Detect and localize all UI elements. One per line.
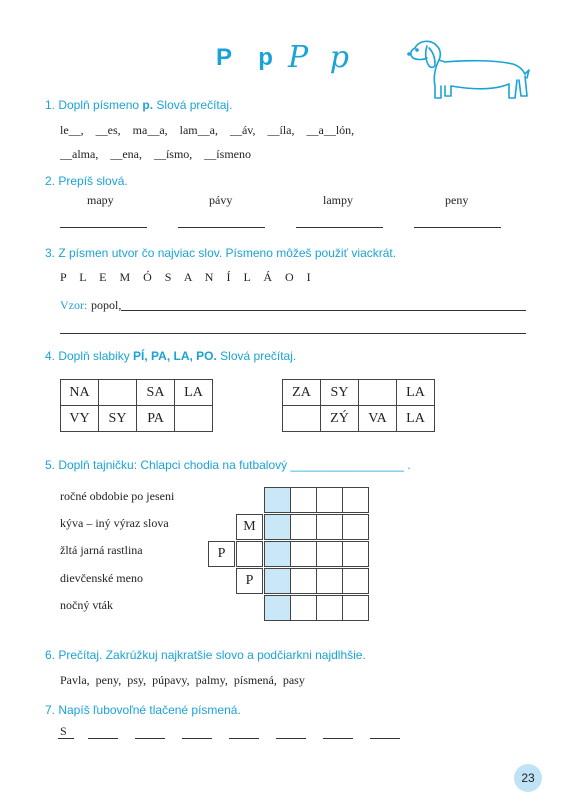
ex3-example-label: Vzor: bbox=[60, 298, 88, 312]
ex7-first-letter: S bbox=[60, 724, 67, 738]
syllable-cell: LA bbox=[397, 380, 435, 406]
crossword-cell[interactable] bbox=[342, 487, 369, 513]
crossword-cell[interactable] bbox=[316, 568, 343, 594]
ex5-clue-3: žltá jarná rastlina bbox=[60, 543, 143, 557]
crossword-secret-cell[interactable] bbox=[264, 595, 291, 621]
ex3-letters: P L E M Ó S A N Í L Á O I bbox=[60, 270, 316, 284]
syllable-cell[interactable] bbox=[359, 380, 397, 406]
ex7-write-line[interactable] bbox=[229, 738, 259, 739]
syllable-cell: SY bbox=[321, 380, 359, 406]
title-cursive: P p bbox=[288, 40, 355, 75]
ex4-heading: 4. Doplň slabiky PÍ, PA, LA, PO. Slová prečítaj. bbox=[45, 349, 297, 363]
crossword-cell-p: P bbox=[236, 568, 263, 594]
ex3-write-line-2[interactable] bbox=[60, 333, 526, 334]
crossword-cell[interactable] bbox=[316, 487, 343, 513]
crossword-cell[interactable] bbox=[316, 541, 343, 567]
ex2-write-line-3[interactable] bbox=[296, 227, 383, 228]
ex3-write-line-1[interactable] bbox=[121, 310, 526, 311]
ex7-write-line[interactable] bbox=[88, 738, 118, 739]
ex3-example-word: popol, bbox=[91, 298, 122, 312]
crossword-cell[interactable] bbox=[342, 514, 369, 540]
crossword-cell-m: M bbox=[236, 514, 263, 540]
dachshund-illustration bbox=[405, 36, 535, 108]
crossword-cell[interactable] bbox=[290, 568, 317, 594]
crossword-cell[interactable] bbox=[290, 514, 317, 540]
crossword-cell[interactable] bbox=[290, 487, 317, 513]
ex6-words[interactable]: Pavla, peny, psy, púpavy, palmy, písmená, pasy bbox=[60, 673, 305, 687]
syllable-cell[interactable] bbox=[99, 380, 137, 406]
syllable-cell: NA bbox=[61, 380, 99, 406]
crossword-cell[interactable] bbox=[290, 595, 317, 621]
page-number-badge: 23 bbox=[514, 764, 542, 792]
ex5-clue-4: dievčenské meno bbox=[60, 571, 143, 585]
crossword-secret-cell[interactable] bbox=[264, 568, 291, 594]
ex7-write-line[interactable] bbox=[182, 738, 212, 739]
ex2-heading: 2. Prepíš slová. bbox=[45, 174, 128, 188]
crossword-secret-cell[interactable] bbox=[264, 514, 291, 540]
syllable-cell: LA bbox=[397, 406, 435, 432]
syllable-cell: PA bbox=[137, 406, 175, 432]
syllable-cell: VA bbox=[359, 406, 397, 432]
ex4-table-left bbox=[60, 379, 213, 432]
syllable-cell: ZÝ bbox=[321, 406, 359, 432]
ex4-table-right bbox=[282, 379, 435, 432]
ex7-write-line[interactable] bbox=[135, 738, 165, 739]
ex2-write-line-2[interactable] bbox=[178, 227, 265, 228]
crossword-cell[interactable] bbox=[316, 514, 343, 540]
crossword-cell-p: P bbox=[208, 541, 235, 567]
ex7-write-line[interactable] bbox=[370, 738, 400, 739]
ex7-heading: 7. Napíš ľubovoľné tlačené písmená. bbox=[45, 703, 241, 717]
ex6-heading: 6. Prečítaj. Zakrúžkuj najkratšie slovo a podčiarkni najdlhšie. bbox=[45, 648, 366, 662]
syllable-cell: SA bbox=[137, 380, 175, 406]
ex7-write-line[interactable] bbox=[323, 738, 353, 739]
title-print: P p bbox=[216, 44, 283, 71]
ex2-word-1: mapy bbox=[87, 193, 114, 207]
syllable-cell: ZA bbox=[283, 380, 321, 406]
syllable-cell: SY bbox=[99, 406, 137, 432]
crossword-cell[interactable] bbox=[316, 595, 343, 621]
ex7-write-line[interactable] bbox=[58, 738, 74, 739]
ex5-clue-2: kýva – iný výraz slova bbox=[60, 516, 169, 530]
ex3-heading: 3. Z písmen utvor čo najviac slov. Písmeno môžeš použiť viackrát. bbox=[45, 246, 397, 260]
ex5-heading: 5. Doplň tajničku: Chlapci chodia na futbalový _________________ . bbox=[45, 458, 411, 472]
crossword-cell[interactable] bbox=[342, 595, 369, 621]
crossword-cell[interactable] bbox=[342, 568, 369, 594]
syllable-cell[interactable] bbox=[175, 406, 213, 432]
ex2-word-4: peny bbox=[445, 193, 469, 207]
ex5-clue-5: nočný vták bbox=[60, 598, 113, 612]
crossword-secret-cell[interactable] bbox=[264, 541, 291, 567]
syllable-cell[interactable] bbox=[283, 406, 321, 432]
syllable-cell: LA bbox=[175, 380, 213, 406]
ex1-row1: le__, __es, ma__a, lam__a, __áv, __íla, __a__lón, bbox=[60, 123, 355, 137]
ex2-write-line-1[interactable] bbox=[60, 227, 147, 228]
ex2-write-line-4[interactable] bbox=[414, 227, 501, 228]
syllable-cell: VY bbox=[61, 406, 99, 432]
ex1-row2: __alma, __ena, __ísmo, __ísmeno bbox=[60, 147, 251, 161]
crossword-cell[interactable] bbox=[342, 541, 369, 567]
ex2-word-2: pávy bbox=[209, 193, 233, 207]
ex2-word-3: lampy bbox=[323, 193, 353, 207]
crossword-secret-cell[interactable] bbox=[264, 487, 291, 513]
ex5-clue-1: ročné obdobie po jeseni bbox=[60, 489, 175, 503]
crossword-cell[interactable] bbox=[236, 541, 263, 567]
ex1-heading: 1. Doplň písmeno p. Slová prečítaj. bbox=[45, 98, 233, 112]
crossword-cell[interactable] bbox=[290, 541, 317, 567]
ex7-write-line[interactable] bbox=[276, 738, 306, 739]
